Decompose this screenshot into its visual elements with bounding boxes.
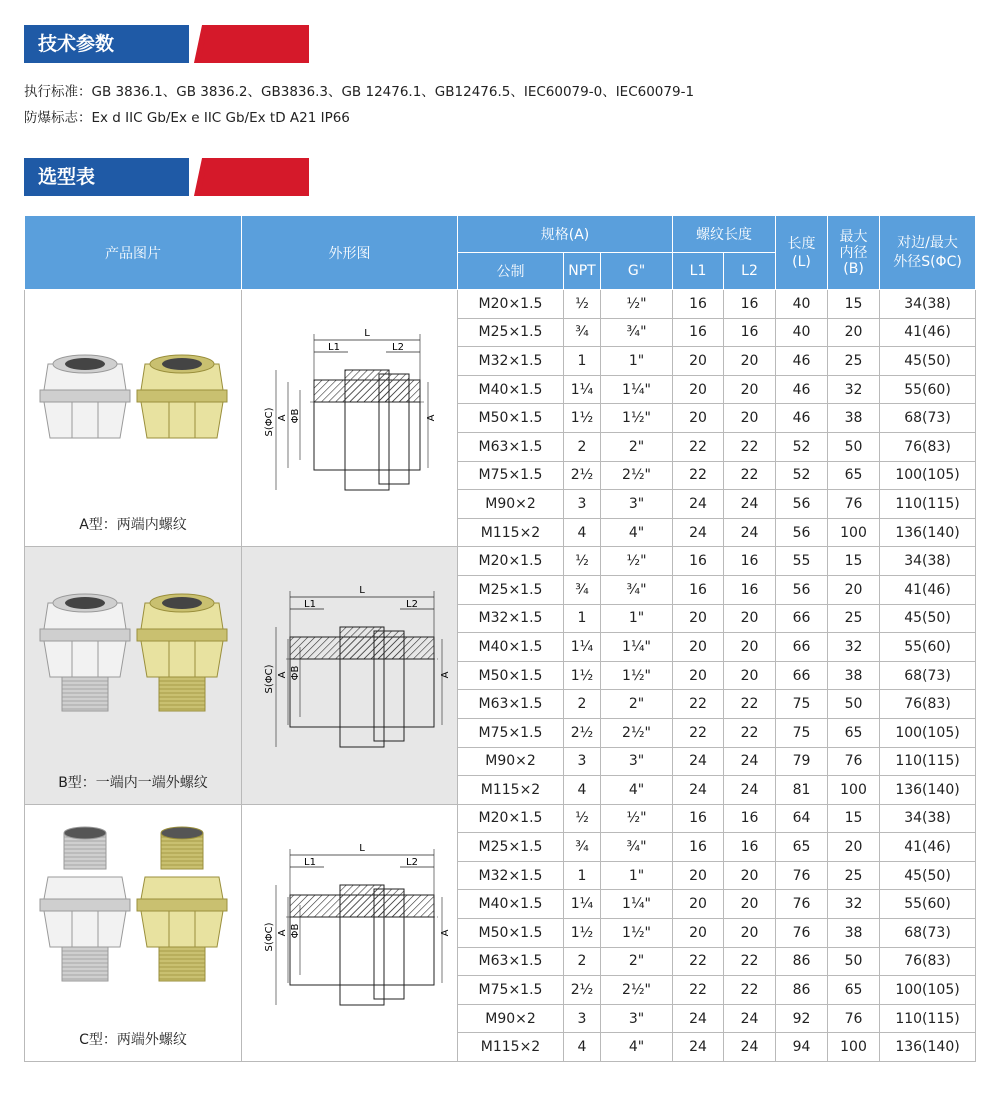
header-g: G" [601,253,673,290]
table-body [25,290,976,1062]
table-cell: 1¼ [564,375,601,404]
table-cell: 20 [724,919,776,948]
table-cell: 15 [828,290,880,319]
table-cell: 16 [724,290,776,319]
table-cell: 2" [601,690,673,719]
zinc-fitting-image [137,594,227,711]
dim-L1-label: L1 [304,599,316,611]
table-cell: M20×1.5 [458,547,564,576]
table-cell: M40×1.5 [458,890,564,919]
table-cell: 75 [776,718,828,747]
table-cell: 2½" [601,976,673,1005]
marking-value: Ex d IIC Gb/Ex e IIC Gb/Ex tD A21 IP66 [91,110,350,126]
section-title-select [24,158,309,196]
table-cell: M20×1.5 [458,804,564,833]
table-cell: 22 [724,976,776,1005]
table-cell: 110(115) [880,490,976,519]
table-cell: M25×1.5 [458,833,564,862]
table-cell: 52 [776,461,828,490]
table-cell: 22 [673,432,724,461]
table-cell: 4" [601,518,673,547]
table-cell: 76 [828,747,880,776]
marking-label: 防爆标志： [24,110,92,126]
table-cell: M63×1.5 [458,432,564,461]
table-cell: 1" [601,604,673,633]
table-cell: M63×1.5 [458,947,564,976]
dim-B-label: ΦB [290,923,301,939]
table-cell: 15 [828,547,880,576]
table-cell: M25×1.5 [458,318,564,347]
standard-line [24,80,694,100]
table-cell: 110(115) [880,747,976,776]
table-cell: 1¼" [601,890,673,919]
table-cell: 41(46) [880,833,976,862]
table-cell: 1½ [564,661,601,690]
outline-drawing-cell-a [242,290,458,547]
table-cell: 81 [776,776,828,805]
table-cell: 24 [673,776,724,805]
table-cell: 24 [673,518,724,547]
table-cell: 20 [673,890,724,919]
table-cell: 15 [828,804,880,833]
table-cell: 16 [673,833,724,862]
table-cell: 22 [724,432,776,461]
table-cell: 20 [724,633,776,662]
standard-label: 执行标准： [24,84,92,100]
table-cell: 100 [828,1033,880,1062]
product-photo-cell-a [25,290,242,547]
table-cell: M90×2 [458,490,564,519]
table-cell: M50×1.5 [458,919,564,948]
table-cell: ½" [601,290,673,319]
silver-fitting-image [40,827,130,981]
table-cell: ½" [601,547,673,576]
dim-L-label: L [364,328,370,339]
table-cell: 24 [724,1033,776,1062]
table-cell: 16 [724,804,776,833]
table-cell: 22 [724,718,776,747]
table-cell: M20×1.5 [458,290,564,319]
table-cell: 34(38) [880,547,976,576]
table-cell: M63×1.5 [458,690,564,719]
table-cell: 1" [601,347,673,376]
table-cell: 25 [828,604,880,633]
table-cell: 22 [673,461,724,490]
table-cell: 40 [776,290,828,319]
header-max-bore: 最大 内径 (B) [828,216,880,290]
table-cell: M32×1.5 [458,347,564,376]
table-cell: 2½" [601,718,673,747]
table-cell: 16 [673,547,724,576]
header-l1: L1 [673,253,724,290]
table-cell: 20 [673,633,724,662]
table-cell: M25×1.5 [458,575,564,604]
header-length: 长度 (L) [776,216,828,290]
table-cell: 16 [673,318,724,347]
selection-table [24,215,976,1062]
table-cell: 100(105) [880,976,976,1005]
table-cell: 38 [828,919,880,948]
table-cell: ¾" [601,575,673,604]
section-title-select-text: 选型表 [24,158,189,196]
table-cell: 2½" [601,461,673,490]
table-cell: 4" [601,776,673,805]
dim-S-label: S(ΦC) [264,664,275,694]
dim-B-label: ΦB [290,408,301,424]
table-cell: 65 [776,833,828,862]
table-cell: 3 [564,490,601,519]
table-cell: 52 [776,432,828,461]
table-cell: M115×2 [458,776,564,805]
table-row [25,804,976,833]
zinc-fitting-image [137,355,227,438]
table-cell: 55(60) [880,633,976,662]
table-cell: 16 [673,575,724,604]
dim-L-label: L [359,585,365,597]
table-cell: 56 [776,490,828,519]
table-cell: 20 [673,661,724,690]
table-cell: 34(38) [880,804,976,833]
table-cell: 55(60) [880,890,976,919]
table-cell: 50 [828,432,880,461]
table-cell: 16 [724,833,776,862]
table-cell: 16 [724,318,776,347]
outline-drawing [242,805,458,1063]
silver-fitting-image [40,355,130,438]
table-cell: 2½ [564,976,601,1005]
header-outline: 外形图 [242,216,458,290]
product-photo [25,787,242,1007]
table-cell: ½ [564,547,601,576]
table-cell: 22 [673,690,724,719]
table-cell: 1 [564,347,601,376]
table-cell: M32×1.5 [458,604,564,633]
table-cell: ¾ [564,833,601,862]
table-cell: 24 [673,1033,724,1062]
table-cell: 20 [724,861,776,890]
table-cell: M90×2 [458,747,564,776]
table-cell: 79 [776,747,828,776]
table-cell: 86 [776,976,828,1005]
table-cell: 4 [564,776,601,805]
table-cell: 66 [776,604,828,633]
table-cell: 4" [601,1033,673,1062]
table-cell: 25 [828,861,880,890]
table-cell: 41(46) [880,575,976,604]
table-cell: 92 [776,1004,828,1033]
table-cell: 65 [828,976,880,1005]
table-cell: 2 [564,947,601,976]
table-row [25,547,976,576]
table-cell: 136(140) [880,776,976,805]
dim-L1-label: L1 [304,856,316,868]
table-cell: 45(50) [880,861,976,890]
header-across-flats: 对边/最大 外径S(ΦC) [880,216,976,290]
dim-A-left-label: A [277,414,288,422]
table-cell: 20 [724,347,776,376]
table-cell: 34(38) [880,290,976,319]
table-cell: 1 [564,604,601,633]
product-type-label: A型：两端内螺纹 [79,517,187,534]
table-cell: 22 [673,718,724,747]
outline-drawing-cell-c [242,804,458,1061]
table-cell: 2 [564,690,601,719]
table-cell: 1½ [564,919,601,948]
table-cell: ½" [601,804,673,833]
table-cell: 64 [776,804,828,833]
table-cell: 100 [828,518,880,547]
dim-A-right-label: A [440,671,451,679]
table-cell: 20 [724,375,776,404]
header-product-image: 产品图片 [25,216,242,290]
dim-S-label: S(ΦC) [264,407,275,437]
table-cell: 41(46) [880,318,976,347]
table-cell: 40 [776,318,828,347]
table-cell: 20 [724,404,776,433]
table-cell: ¾" [601,318,673,347]
product-type-label: B型：一端内一端外螺纹 [58,774,208,791]
table-cell: 50 [828,947,880,976]
table-cell: 76 [828,490,880,519]
table-cell: 20 [724,604,776,633]
silver-fitting-image [40,594,130,711]
table-cell: 24 [724,747,776,776]
table-cell: 16 [724,547,776,576]
table-cell: 20 [673,919,724,948]
table-cell: 32 [828,890,880,919]
table-cell: 55(60) [880,375,976,404]
table-cell: M50×1.5 [458,661,564,690]
table-cell: 100(105) [880,718,976,747]
table-cell: 46 [776,375,828,404]
table-cell: 1¼ [564,633,601,662]
table-cell: 56 [776,575,828,604]
table-cell: 20 [673,375,724,404]
table-cell: 22 [724,947,776,976]
header-spec-group: 规格(A) [458,216,673,253]
table-cell: 16 [673,290,724,319]
table-cell: 46 [776,347,828,376]
dim-B-label: ΦB [290,665,301,681]
table-cell: 55 [776,547,828,576]
product-photo [25,290,242,510]
table-cell: 22 [673,947,724,976]
table-cell: M40×1.5 [458,633,564,662]
table-cell: 76 [776,890,828,919]
outline-drawing [242,290,458,548]
dim-S-label: S(ΦC) [264,922,275,952]
table-cell: 1½ [564,404,601,433]
dim-A-right-label: A [426,414,437,422]
table-cell: 3" [601,1004,673,1033]
table-cell: 76 [828,1004,880,1033]
product-photo [25,529,242,749]
table-cell: M32×1.5 [458,861,564,890]
table-cell: M75×1.5 [458,461,564,490]
dim-A-left-label: A [277,929,288,937]
table-cell: 2½ [564,718,601,747]
table-cell: 68(73) [880,919,976,948]
header-metric: 公制 [458,253,564,290]
table-cell: 20 [673,861,724,890]
table-cell: 20 [828,575,880,604]
table-cell: 24 [673,490,724,519]
table-cell: 22 [724,690,776,719]
table-cell: 20 [828,318,880,347]
table-cell: 22 [673,976,724,1005]
section-title-tech-text: 技术参数 [24,25,189,63]
table-cell: 75 [776,690,828,719]
table-cell: 76 [776,919,828,948]
product-type-label: C型：两端外螺纹 [79,1032,187,1049]
table-cell: 1¼ [564,890,601,919]
table-cell: 32 [828,375,880,404]
table-cell: 86 [776,947,828,976]
table-cell: 65 [828,461,880,490]
section-title-tech [24,25,309,63]
table-cell: 20 [673,604,724,633]
table-cell: 20 [673,347,724,376]
dim-A-right-label: A [440,929,451,937]
table-cell: 4 [564,518,601,547]
table-cell: 45(50) [880,347,976,376]
table-cell: 24 [724,518,776,547]
table-cell: 100(105) [880,461,976,490]
table-cell: 24 [724,490,776,519]
standard-value: GB 3836.1、GB 3836.2、GB3836.3、GB 12476.1、GB12476.5、IEC60079-0、IEC60079-1 [91,84,695,100]
table-cell: 76(83) [880,690,976,719]
table-cell: 66 [776,633,828,662]
table-cell: 20 [724,661,776,690]
table-cell: 20 [828,833,880,862]
table-cell: 3" [601,747,673,776]
table-cell: 24 [673,1004,724,1033]
product-photo-cell-c [25,804,242,1061]
table-cell: 65 [828,718,880,747]
table-cell: ¾ [564,575,601,604]
table-cell: 1½" [601,404,673,433]
table-cell: 20 [724,890,776,919]
table-cell: 16 [673,804,724,833]
table-cell: 20 [673,404,724,433]
outline-drawing [242,547,458,805]
table-cell: 24 [724,776,776,805]
dim-L2-label: L2 [406,599,418,611]
dim-L1-label: L1 [328,342,340,353]
table-cell: 94 [776,1033,828,1062]
table-cell: 1¼" [601,375,673,404]
dim-L-label: L [359,842,365,854]
dim-L2-label: L2 [406,856,418,868]
table-cell: 76(83) [880,432,976,461]
outline-drawing-cell-b [242,547,458,804]
table-cell: M115×2 [458,1033,564,1062]
table-cell: ½ [564,804,601,833]
table-cell: ¾ [564,318,601,347]
table-cell: M75×1.5 [458,718,564,747]
table-cell: 1½" [601,661,673,690]
table-cell: 16 [724,575,776,604]
table-cell: 3 [564,1004,601,1033]
table-row [25,290,976,319]
table-cell: ½ [564,290,601,319]
table-cell: 66 [776,661,828,690]
table-cell: M90×2 [458,1004,564,1033]
table-cell: 1" [601,861,673,890]
table-cell: 1¼" [601,633,673,662]
table-cell: M75×1.5 [458,976,564,1005]
table-cell: 1 [564,861,601,890]
table-cell: M50×1.5 [458,404,564,433]
table-cell: ¾" [601,833,673,862]
table-cell: 2" [601,432,673,461]
table-cell: 68(73) [880,404,976,433]
table-cell: 3 [564,747,601,776]
table-cell: 50 [828,690,880,719]
header-npt: NPT [564,253,601,290]
table-cell: 38 [828,661,880,690]
table-cell: 136(140) [880,518,976,547]
table-cell: 110(115) [880,1004,976,1033]
table-cell: 76(83) [880,947,976,976]
table-cell: 38 [828,404,880,433]
table-cell: M40×1.5 [458,375,564,404]
header-l2: L2 [724,253,776,290]
table-cell: M115×2 [458,518,564,547]
table-cell: 3" [601,490,673,519]
table-cell: 2 [564,432,601,461]
table-cell: 24 [673,747,724,776]
table-cell: 32 [828,633,880,662]
marking-line [24,106,350,126]
table-cell: 68(73) [880,661,976,690]
table-cell: 46 [776,404,828,433]
dim-A-left-label: A [277,671,288,679]
zinc-fitting-image [137,827,227,981]
table-cell: 100 [828,776,880,805]
table-cell: 2" [601,947,673,976]
table-cell: 2½ [564,461,601,490]
table-cell: 4 [564,1033,601,1062]
table-cell: 45(50) [880,604,976,633]
table-cell: 76 [776,861,828,890]
table-cell: 22 [724,461,776,490]
table-cell: 136(140) [880,1033,976,1062]
table-cell: 1½" [601,919,673,948]
product-photo-cell-b [25,547,242,804]
table-cell: 56 [776,518,828,547]
table-cell: 25 [828,347,880,376]
dim-L2-label: L2 [392,342,404,353]
table-cell: 24 [724,1004,776,1033]
header-thread-group: 螺纹长度 [673,216,776,253]
